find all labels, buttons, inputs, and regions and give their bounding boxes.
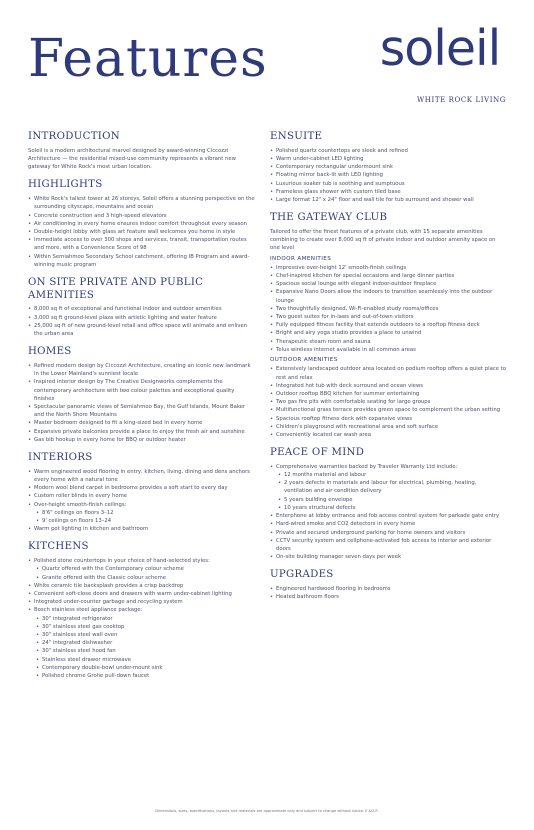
- page-title: Features: [28, 29, 268, 89]
- upgrades-list: [270, 585, 506, 601]
- interiors-section: [28, 452, 256, 533]
- sub-list-item: • 30" stainless steel wall oven: [28, 631, 256, 639]
- ensuite-section: [270, 131, 506, 204]
- list-item: • Luxurious soaker tub is soothing and sumptuous: [270, 180, 506, 188]
- outdoor-amenities-heading: OUTDOOR AMENITIES: [270, 357, 338, 364]
- list-item: • On-site building manager seven days per week: [270, 553, 506, 561]
- homes-section: [28, 346, 256, 444]
- list-item: • Two gas fire pits with comfortable seating for large groups: [270, 398, 506, 406]
- list-item: • Telus wireless internet available in all common areas: [270, 346, 506, 354]
- list-item: • Expansive Nano Doors allow the indoors to transition seamlessly into the outdoor lounge: [270, 288, 506, 304]
- sub-list-item: • Stainless steel drawer microwave: [28, 656, 256, 664]
- kitchens-section: [28, 541, 256, 680]
- list-item: • Convenient soft-close doors and drawers with warm under-cabinet lighting: [28, 590, 256, 598]
- kitchens-heading: KITCHENS: [28, 541, 89, 553]
- gateway-text: Tailored to offer the finest features of a private club, with 15 separate amenities combining to create over 8,000 sq ft of private indoor and outdoor amenity space on one level: [270, 228, 496, 252]
- right-column: [270, 131, 506, 609]
- interiors-heading: INTERIORS: [28, 452, 93, 464]
- list-item: • Concrete construction and 3 high-speed elevators: [28, 212, 256, 220]
- list-item: • Comprehensive warranties backed by Traveler Warranty Ltd include:: [270, 463, 506, 471]
- list-item: • Spacious rooftop fitness deck with expansive views: [270, 415, 506, 423]
- list-item: • Immediate access to over 300 shops and services, transit, transportation routes and more, with a Convenience Score of 98: [28, 236, 256, 252]
- brand-tagline: WHITE ROCK LIVING: [416, 96, 506, 104]
- list-item: • Engineered hardwood flooring in bedrooms: [270, 585, 506, 593]
- sub-list-item: • Polished chrome Grohe pull-down faucet: [28, 672, 256, 680]
- list-item: • Custom roller blinds in every home: [28, 492, 256, 500]
- sub-list-item: • 8'6" ceilings on floors 3–12: [28, 509, 256, 517]
- list-item: • 25,000 sq ft of new ground-level retail and office space will animate and enliven the urban area: [28, 322, 256, 338]
- list-item: • Gas bib hookup in every home for BBQ or outdoor heater: [28, 436, 256, 444]
- upgrades-heading: UPGRADES: [270, 569, 334, 581]
- sub-list-item: • 30" integrated refrigerator: [28, 615, 256, 623]
- sub-list-item: • 12 months material and labour: [270, 471, 506, 479]
- list-item: • Two guest suites for in-laws and out-of-town visitors: [270, 313, 506, 321]
- list-item: • Air conditioning in every home ensures indoor comfort throughout every season: [28, 220, 256, 228]
- list-item: • Multifunctional grass terrace provides green space to complement the urban setting: [270, 406, 506, 414]
- list-item: • Spectacular panoramic views of Semiahmoo Bay, the Gulf Islands, Mount Baker and the North Shore Mountains: [28, 403, 256, 419]
- list-item: • Impressive over-height 12' smooth-finish ceilings: [270, 264, 506, 272]
- list-item: • Children's playground with recreational area and soft surface: [270, 423, 506, 431]
- sub-list-item: • 24" integrated dishwasher: [28, 639, 256, 647]
- sub-list-item: • Quartz offered with the Contemporary colour scheme: [28, 565, 256, 573]
- list-item: • Bright and airy yoga studio provides a place to unwind: [270, 329, 506, 337]
- introduction-text: Soleil is a modern architectural marvel designed by award-winning Ciccozzi Architecture — the residential mixed-use community represents a vibrant new gateway for White Rock's most urban location.: [28, 147, 236, 171]
- amenities-section: [28, 277, 256, 338]
- sub-list-item: • 9' ceilings on floors 13–24: [28, 517, 256, 525]
- list-item: • Spacious social lounge with elegant indoor-outdoor fireplace: [270, 280, 506, 288]
- list-item: • Warm pot lighting in kitchen and bathroom: [28, 525, 256, 533]
- interiors-list: [28, 468, 256, 534]
- list-item: • 8,000 sq ft of exceptional and functional indoor and outdoor amenities: [28, 305, 256, 313]
- sub-list-item: • 10 years structural defects: [270, 504, 506, 512]
- brand-logo: soleil: [379, 20, 501, 77]
- list-item: • Heated bathroom floors: [270, 593, 506, 601]
- introduction-section: [28, 131, 256, 171]
- list-item: • Large format 12" x 24" floor and wall tile for tub surround and shower wall: [270, 196, 506, 204]
- list-item: • Enterphone at lobby entrance and fob access control system for parkade gate entry: [270, 512, 506, 520]
- list-item: • Modern wool blend carpet in bedrooms provides a soft start to every day: [28, 484, 256, 492]
- list-item: • Chef-inspired kitchen for special occasions and large dinner parties: [270, 272, 506, 280]
- amenities-list: [28, 305, 256, 338]
- homes-list: [28, 362, 256, 444]
- list-item: • Frameless glass shower with custom tiled base: [270, 188, 506, 196]
- list-item: • Integrated under-counter garbage and recycling system: [28, 598, 256, 606]
- list-item: • Two thoughtfully designed, Wi-Fi-enabled study rooms/offices: [270, 305, 506, 313]
- list-item: • Outdoor rooftop BBQ kitchen for summer entertaining: [270, 390, 506, 398]
- sub-list-item: • Contemporary double-bowl under-mount sink: [28, 664, 256, 672]
- list-item: • Warm under-cabinet LED lighting: [270, 155, 506, 163]
- highlights-list: [28, 195, 256, 269]
- list-item: • Contemporary rectangular undermount sink: [270, 163, 506, 171]
- peace-list: [270, 463, 506, 561]
- list-item: • Extensively landscaped outdoor area located on podium rooftop offers a quiet place to rest and relax: [270, 365, 506, 381]
- peace-heading: PEACE OF MIND: [270, 447, 365, 459]
- list-item: • Bosch stainless steel appliance package:: [28, 606, 256, 614]
- list-item: • 3,000 sq ft ground-level plaza with artistic lighting and water feature: [28, 314, 256, 322]
- list-item: • Within Semiahmoo Secondary School catchment, offering IB Program and award-winning music program: [28, 253, 256, 269]
- list-item: • Inspired interior design by The Creative Designworks complements the contemporary architecture with two colour palettes and exceptional quality finishes: [28, 378, 256, 403]
- list-item: • Double-height lobby with glass art feature wall welcomes you home in style: [28, 228, 256, 236]
- list-item: • Conveniently located car wash area: [270, 431, 506, 439]
- gateway-section: [270, 212, 506, 439]
- sub-list-item: • 2 years defects in materials and labour for electrical, plumbing, heating, ventilation and air condition delivery: [270, 479, 506, 495]
- list-item: • Hard-wired smoke and CO2 detectors in every home: [270, 520, 506, 528]
- outdoor-amenities-list: [270, 365, 506, 439]
- list-item: • Warm engineered wood flooring in entry, kitchen, living, dining and dens anchors every home with a natural tone: [28, 468, 256, 484]
- homes-heading: HOMES: [28, 346, 72, 358]
- introduction-heading: INTRODUCTION: [28, 131, 120, 142]
- footer-disclaimer: Dimensions, sizes, specifications, layouts and materials are approximate only and subject to change without notice. E.&O.E.: [155, 809, 379, 813]
- list-item: • Integrated hot tub with deck surround and ocean views: [270, 382, 506, 390]
- sub-list-item: • 30" stainless steel gas cooktop: [28, 623, 256, 631]
- gateway-heading: THE GATEWAY CLUB: [270, 212, 388, 224]
- list-item: • Over-height smooth-finish ceilings:: [28, 501, 256, 509]
- peace-section: [270, 447, 506, 561]
- sub-list-item: • 30" stainless steel hood fan: [28, 647, 256, 655]
- list-item: • Polished quartz countertops are sleek and refined: [270, 147, 506, 155]
- list-item: • CCTV security system and cellphone-activated fob access to interior and exterior doors: [270, 537, 506, 553]
- list-item: • Floating mirror back-lit with LED lighting: [270, 171, 506, 179]
- amenities-heading: ON SITE PRIVATE AND PUBLIC AMENITIES: [28, 276, 204, 301]
- kitchens-list: [28, 557, 256, 680]
- ensuite-list: [270, 147, 506, 204]
- sub-list-item: • Granite offered with the Classic colour scheme: [28, 574, 256, 582]
- highlights-heading: HIGHLIGHTS: [28, 179, 103, 191]
- indoor-amenities-list: [270, 264, 506, 354]
- left-column: [28, 131, 256, 688]
- list-item: • Refined modern design by Ciccozzi Architecture, creating an iconic new landmark in the Lower Mainland's sunniest locale: [28, 362, 256, 378]
- list-item: • Polished stone countertops in your choice of hand-selected styles:: [28, 557, 256, 565]
- list-item: • White ceramic tile backsplash provides a crisp backdrop: [28, 582, 256, 590]
- ensuite-heading: ENSUITE: [270, 131, 323, 142]
- sub-list-item: • 5 years building envelope: [270, 496, 506, 504]
- list-item: • Master bedroom designed to fit a king-sized bed in every home: [28, 419, 256, 427]
- list-item: • Expansive private balconies provide a place to enjoy the fresh air and sunshine: [28, 428, 256, 436]
- list-item: • Private and secured underground parking for home owners and visitors: [270, 529, 506, 537]
- list-item: • White Rock's tallest tower at 26 storeys, Soleil offers a stunning perspective on the surrounding cityscape, mountains and ocean: [28, 195, 256, 211]
- list-item: • Therapeutic steam room and sauna: [270, 338, 506, 346]
- indoor-amenities-heading: INDOOR AMENITIES: [270, 255, 332, 262]
- highlights-section: [28, 179, 256, 269]
- upgrades-section: [270, 569, 506, 601]
- list-item: • Fully equipped fitness facility that extends outdoors to a rooftop fitness deck: [270, 321, 506, 329]
